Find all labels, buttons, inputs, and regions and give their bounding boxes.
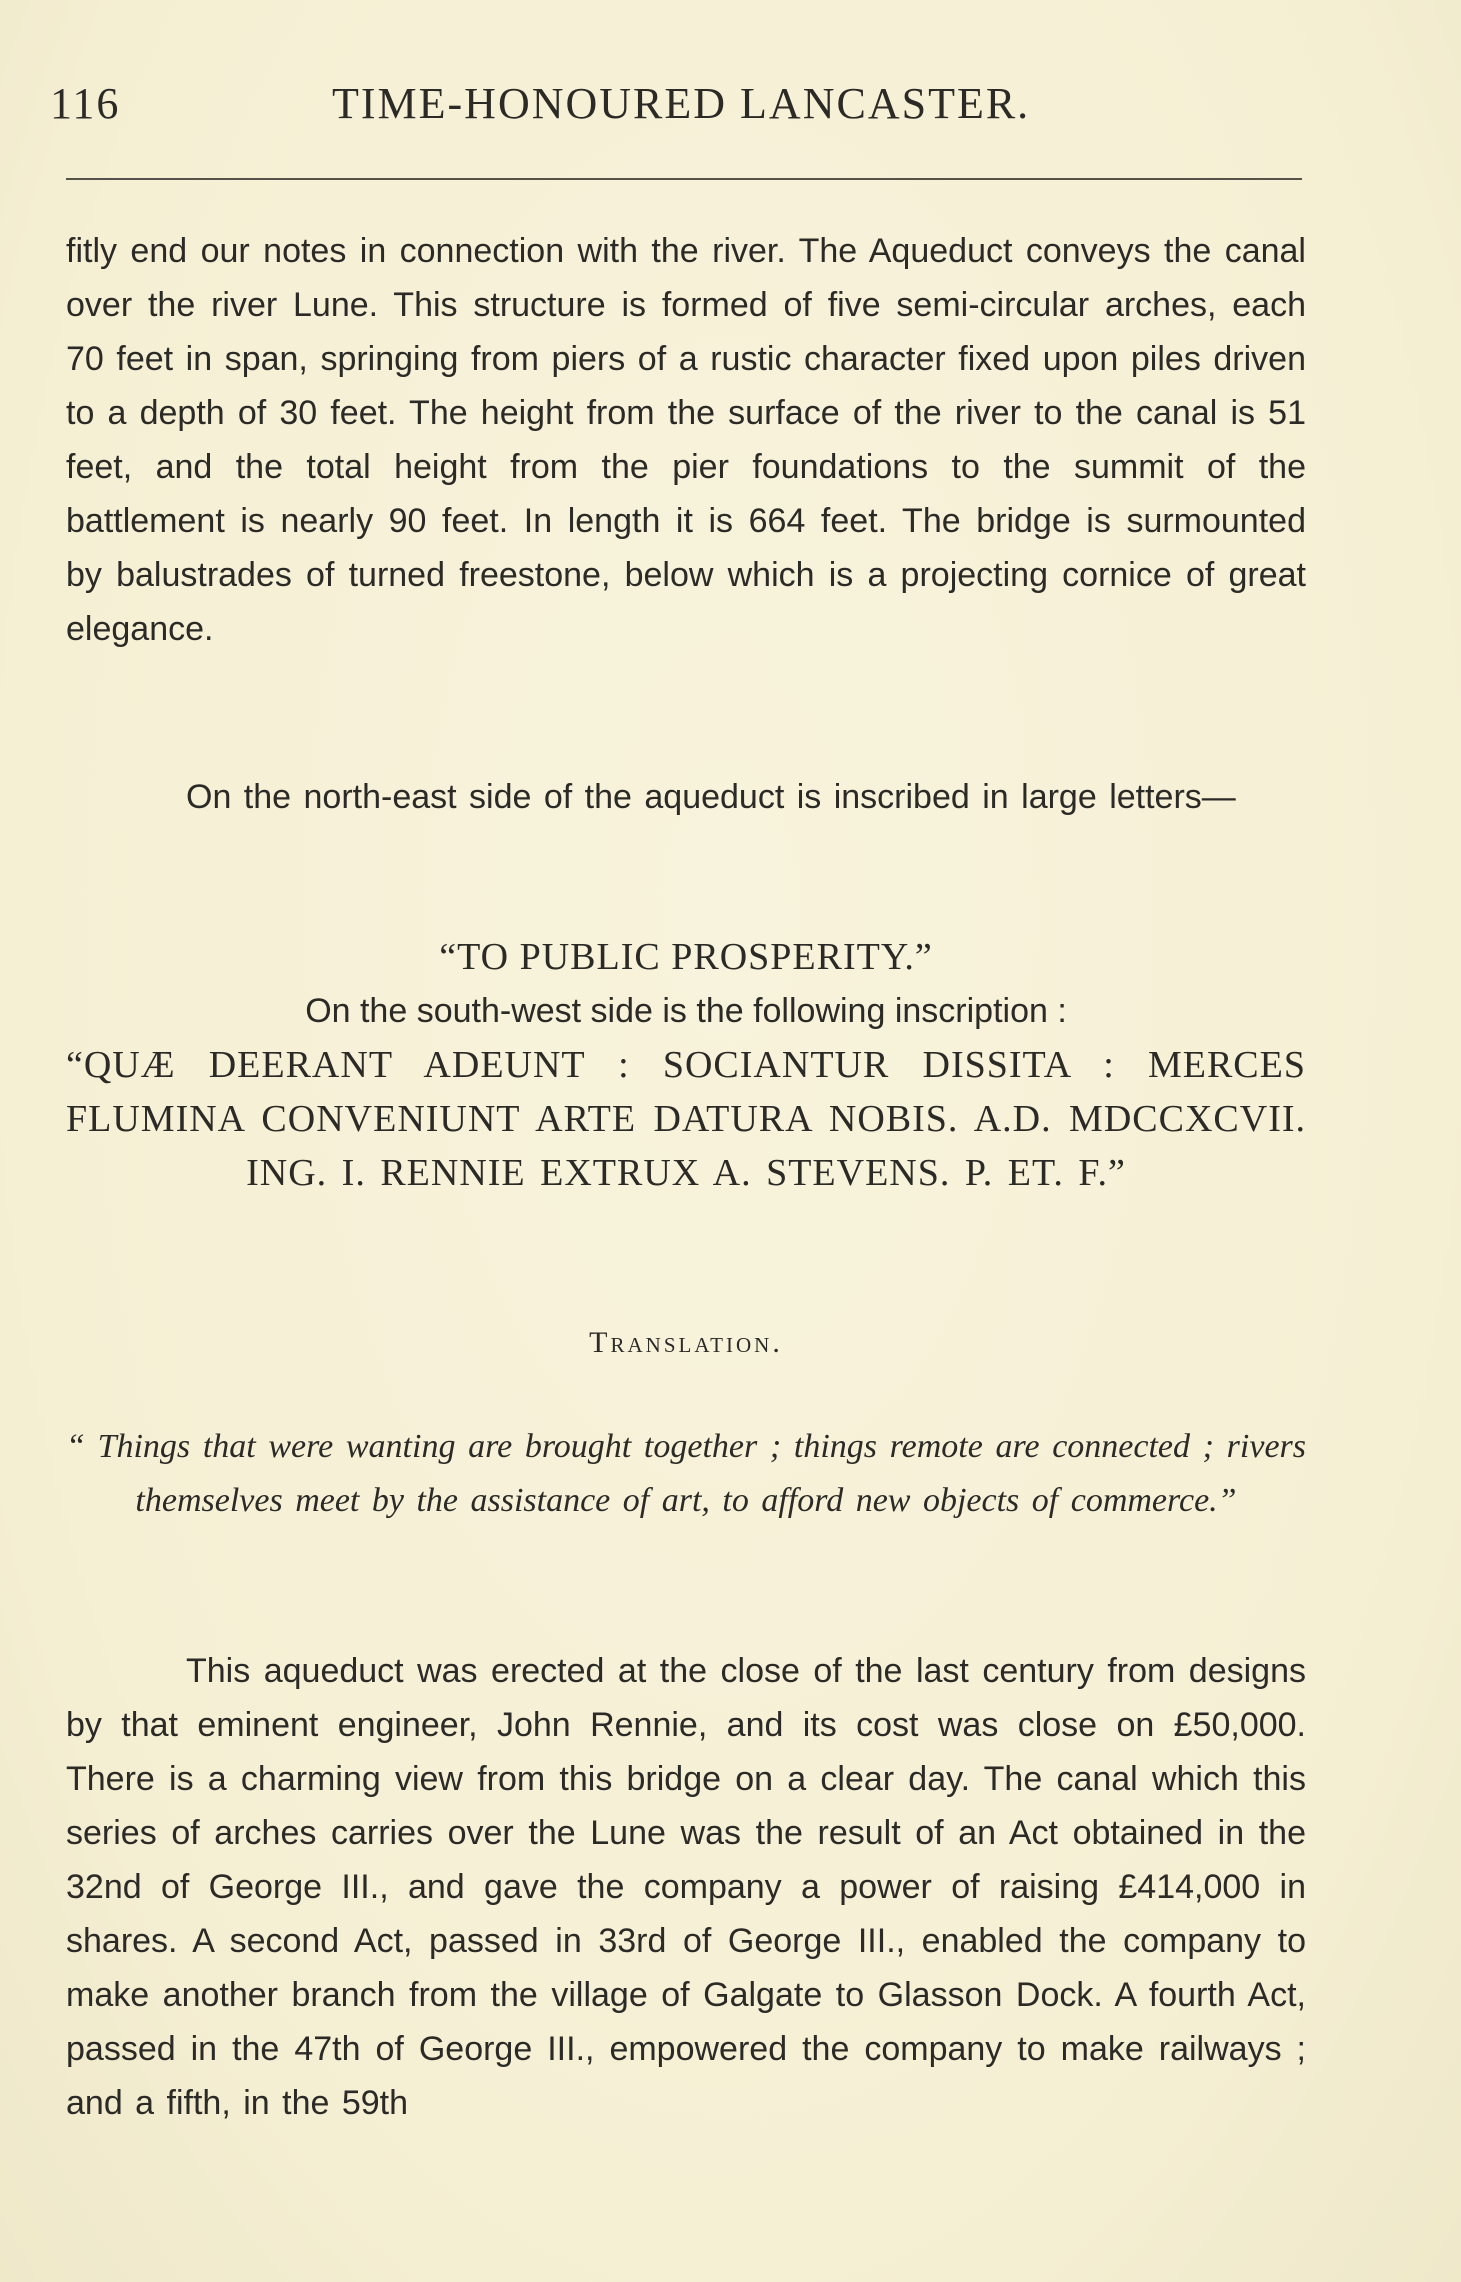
translation-heading: Translation. <box>589 1326 783 1359</box>
inscription-north-east: “TO PUBLIC PROSPERITY.” <box>439 936 933 978</box>
inscription-south-west-intro: On the south-west side is the following inscription : <box>305 992 1067 1030</box>
inscription-latin: “QUÆ DEERANT ADEUNT : SOCIANTUR DISSITA : MERCES FLUMINA CONVENIUNT ARTE DATURA NOBIS. A.D. MDCCXCVII. ING. I. RENNIE EXTRUX A. STEVENS. P. ET. F.” <box>66 1044 1306 1194</box>
page-number: 116 <box>50 79 121 128</box>
running-title: TIME-HONOURED LANCASTER. <box>332 79 1031 128</box>
translation-text: “ Things that were wanting are brought together ; things remote are connected ; rivers themselves meet by the assistance of art, to afford new objects of commerce.” <box>66 1428 1306 1519</box>
page-header <box>50 78 1300 138</box>
header-rule <box>66 178 1302 180</box>
paragraph-aqueduct-description: fitly end our notes in connection with the river. The Aqueduct conveys the canal over the river Lune. This structure is formed of five semi-circular arches, each 70 feet in span, springing from piers of a rustic character fixed upon piles driven to a depth of 30 feet. The height from the surface of the river to the canal is 51 feet, and the total height from the pier foundations to the summit of the battlement is nearly 90 feet. In length it is 664 feet. The bridge is surmounted by balustrades of turned freestone, below which is a projecting cornice of great elegance. <box>66 232 1306 648</box>
paragraph-north-east-inscription-intro: On the north-east side of the aqueduct is inscribed in large letters— <box>186 778 1236 816</box>
paragraph-aqueduct-history: This aqueduct was erected at the close of the last century from designs by that eminent engineer, John Rennie, and its cost was close on £50,000. There is a charming view from this bridge on a clear day. The canal which this series of arches carries over the Lune was the result of an Act obtained in the 32nd of George III., and gave the company a power of raising £414,000 in shares. A second Act, passed in 33rd of George III., enabled the company to make another branch from the village of Galgate to Glasson Dock. A fourth Act, passed in the 47th of George III., empowered the company to make railways ; and a fifth, in the 59th <box>66 1652 1306 2122</box>
